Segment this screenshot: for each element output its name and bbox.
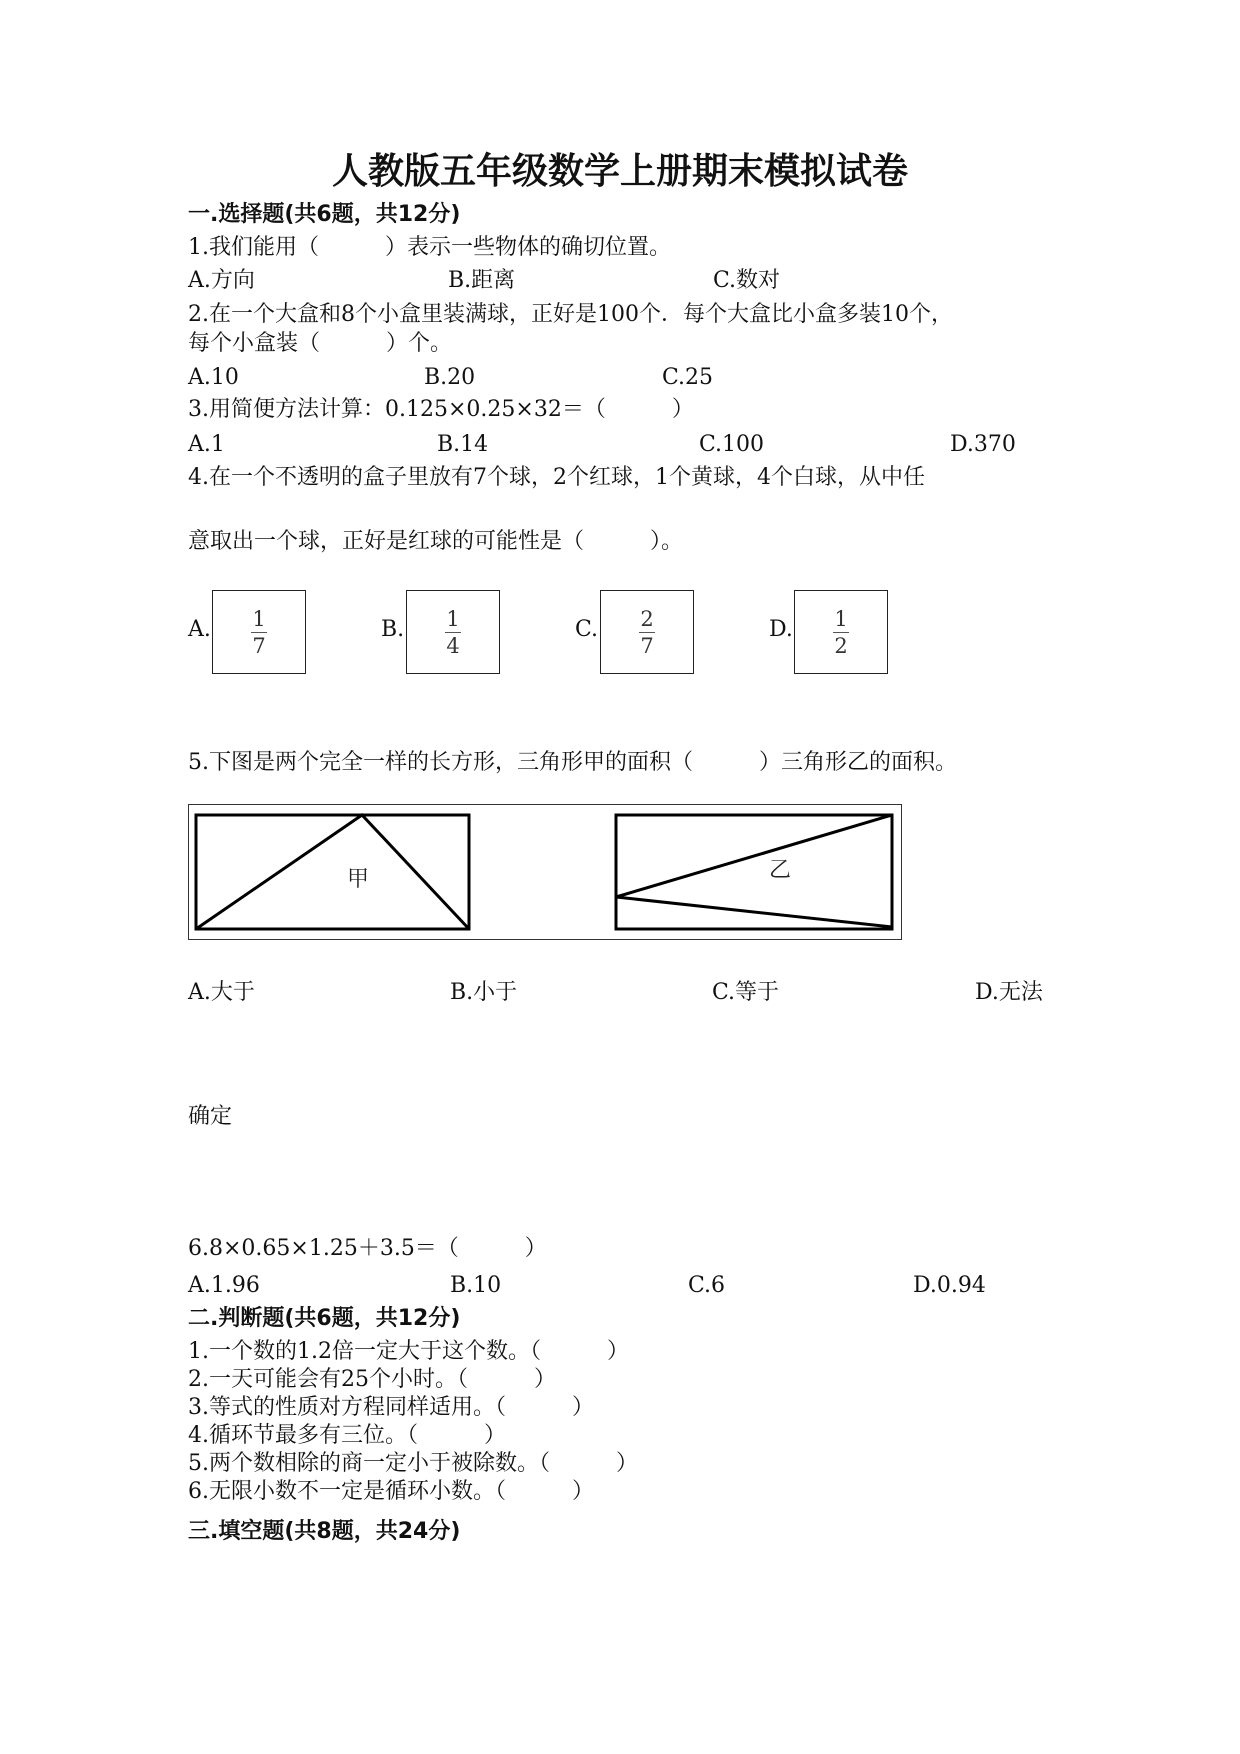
q1-option-a: A.方向 [188,268,255,293]
q4-option-b-denominator: 4 [446,634,460,658]
q2-option-c: C.25 [662,365,714,390]
q4-option-c-fraction [601,607,693,658]
q1-option-b: B.距离 [448,268,516,293]
judge-item-1: 1.一个数的1.2倍一定大于这个数。（ ） [188,1339,629,1364]
q4-option-b-fraction [407,607,499,658]
q4-option-d-fraction [795,607,887,658]
judge-item-3: 3.等式的性质对方程同样适用。（ ） [188,1395,594,1420]
q3-text: 3.用简便方法计算：0.125×0.25×32＝（ ） [188,397,694,422]
judge-item-6: 6.无限小数不一定是循环小数。（ ） [188,1479,594,1504]
q4-option-d-box [794,590,888,674]
q5-option-a: A.大于 [188,980,255,1005]
q4-option-c-box [600,590,694,674]
q2-text-line2: 每个小盒装（ ）个。 [188,331,453,356]
section3-heading: 三.填空题(共8题，共24分) [188,1519,461,1544]
rectangles-diagram [188,804,904,944]
rectangles-figure [188,804,904,948]
q4-option-d-numerator: 1 [834,607,848,631]
q1-option-c: C.数对 [713,268,781,293]
q4-option-d-label: D. [769,617,793,642]
fraction-bar [251,632,267,633]
q2-option-b: B.20 [424,365,476,390]
q6-option-d: D.0.94 [913,1273,986,1298]
q5-option-c: C.等于 [712,980,780,1005]
q6-option-c: C.6 [688,1273,726,1298]
q5-option-b: B.小于 [450,980,518,1005]
section2-heading: 二.判断题(共6题，共12分) [188,1306,461,1331]
fraction-bar [445,632,461,633]
q4-option-d-denominator: 2 [834,634,848,658]
q2-text-line1: 2.在一个大盒和8个小盒里装满球，正好是100个．每个大盒比小盒多装10个， [188,302,953,327]
q4-option-a-label: A. [188,617,211,642]
q4-option-a-numerator: 1 [252,607,266,631]
q3-option-a: A.1 [188,432,225,457]
q6-option-b: B.10 [450,1273,502,1298]
q4-option-c-denominator: 7 [640,634,654,658]
q4-option-c-label: C. [575,617,599,642]
judge-item-4: 4.循环节最多有三位。（ ） [188,1423,506,1448]
q5-option-d-continued: 确定 [188,1104,233,1129]
q4-option-b-numerator: 1 [446,607,460,631]
figure-frame [189,805,902,940]
q4-option-a-denominator: 7 [252,634,266,658]
q5-option-d: D.无法 [975,980,1043,1005]
q4-text-line2: 意取出一个球，正好是红球的可能性是（ ）。 [188,529,684,554]
q3-option-b: B.14 [437,432,489,457]
label-jia: 甲 [347,867,370,892]
q6-text: 6.8×0.65×1.25＋3.5＝（ ） [188,1236,547,1261]
q4-option-b-box [406,590,500,674]
q4-option-a-fraction [213,607,305,658]
q3-option-d: D.370 [950,432,1016,457]
q3-option-c: C.100 [699,432,765,457]
page-title: 人教版五年级数学上册期末模拟试卷 [331,151,908,192]
q2-option-a: A.10 [188,365,239,390]
q1-text: 1.我们能用（ ）表示一些物体的确切位置。 [188,235,671,260]
label-yi: 乙 [769,858,792,883]
q6-option-a: A.1.96 [188,1273,260,1298]
fraction-bar [833,632,849,633]
q4-option-a-box [212,590,306,674]
fraction-bar [639,632,655,633]
q4-text-line1: 4.在一个不透明的盒子里放有7个球，2个红球，1个黄球，4个白球，从中任 [188,465,925,490]
q4-option-b-label: B. [381,617,405,642]
judge-item-5: 5.两个数相除的商一定小于被除数。（ ） [188,1451,638,1476]
judge-item-2: 2.一天可能会有25个小时。（ ） [188,1367,556,1392]
q5-text: 5.下图是两个完全一样的长方形，三角形甲的面积（ ）三角形乙的面积。 [188,750,957,775]
q4-option-c-numerator: 2 [640,607,654,631]
section1-heading: 一.选择题(共6题，共12分) [188,202,461,227]
